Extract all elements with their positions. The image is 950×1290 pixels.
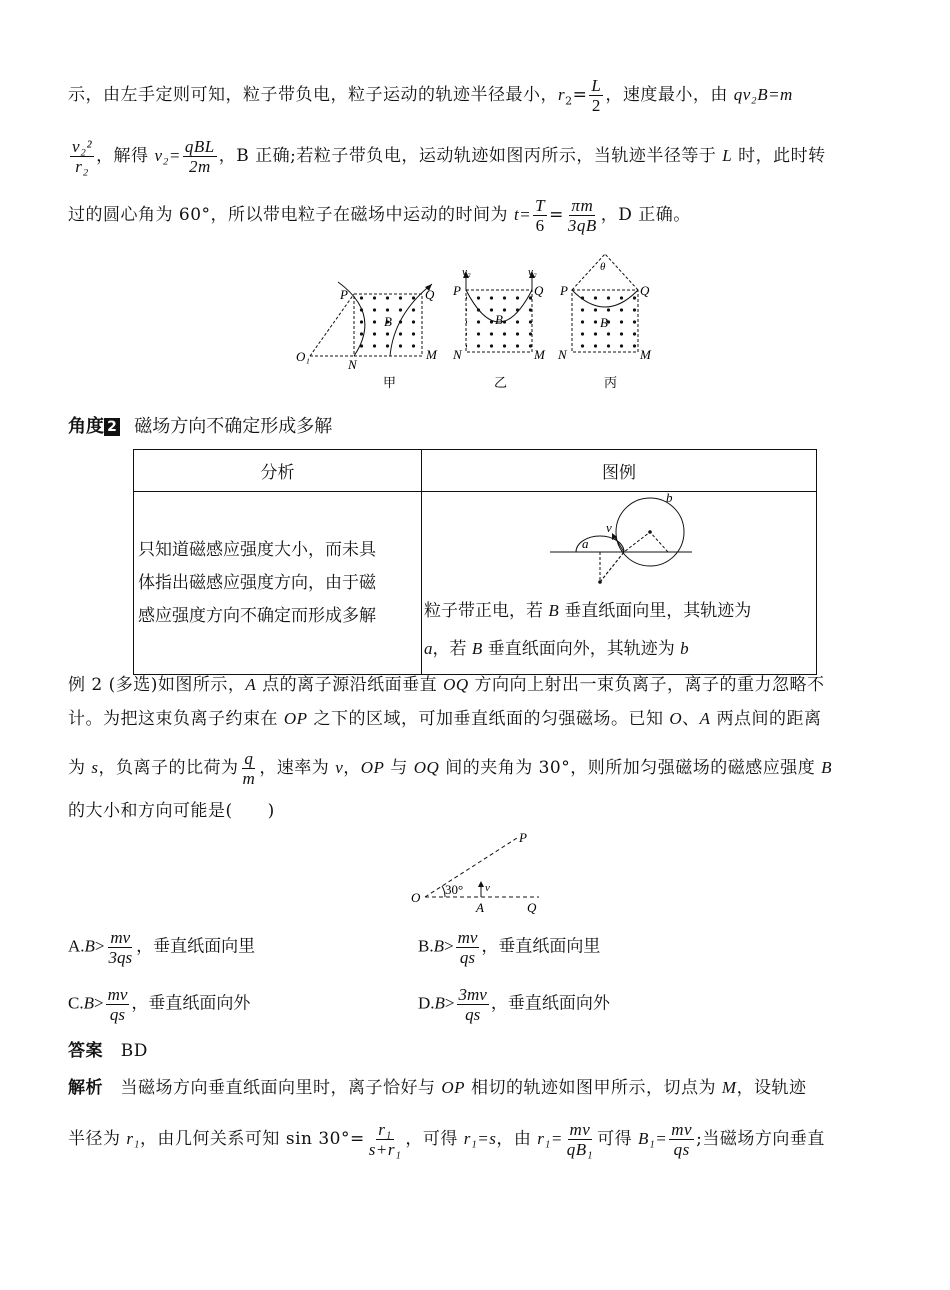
option-letter: C. <box>68 993 84 1013</box>
example-line-2 <box>68 704 883 734</box>
text: 计。为把这束负离子约束在 <box>68 709 284 729</box>
fraction <box>183 137 217 176</box>
text: 可得 <box>597 1129 638 1149</box>
heading-number-badge: 2 <box>104 418 120 436</box>
cell-figure <box>422 492 817 675</box>
label-P: P <box>340 287 348 302</box>
fraction <box>367 1120 404 1159</box>
example-line-4 <box>68 796 883 826</box>
math: b <box>680 639 689 658</box>
label-angle: 30° <box>445 882 464 897</box>
num: πm <box>571 196 594 215</box>
math: a <box>424 639 433 658</box>
math: > <box>444 993 455 1013</box>
den: 6 <box>535 216 545 235</box>
label-v2-right: v₂ <box>528 266 537 278</box>
label-P: P <box>519 830 527 845</box>
analysis-table <box>133 449 817 675</box>
math: M <box>721 1078 737 1097</box>
label-v: v <box>606 520 612 535</box>
heading-label: 角度 <box>68 416 104 437</box>
text: ;当磁场方向垂直 <box>696 1129 825 1149</box>
fraction <box>566 196 599 235</box>
den: 2m <box>188 157 211 176</box>
num: mv <box>457 928 478 947</box>
den: qs <box>459 948 476 967</box>
math: L <box>722 146 733 165</box>
caption-jia: 甲 <box>383 375 397 390</box>
math: B <box>84 936 95 956</box>
den: m <box>242 769 256 788</box>
option-letter: A. <box>68 936 85 956</box>
example-line-3 <box>68 749 883 788</box>
text: ，速率为 <box>259 758 336 778</box>
angle-diagram <box>405 826 555 916</box>
label-O1: O₁ <box>296 349 310 364</box>
solution-line-1 <box>68 76 883 116</box>
label-Q: Q <box>534 283 544 298</box>
label-M: M <box>534 347 545 362</box>
label-P: P <box>560 283 568 298</box>
text: 当磁场方向垂直纸面向里时，离子恰好与 <box>103 1078 442 1098</box>
math: > <box>94 936 105 956</box>
math: B <box>548 601 559 620</box>
analysis-line-1 <box>68 1073 883 1103</box>
math: B <box>433 936 444 956</box>
text: 之下的区域，可加垂直纸面的匀强磁场。已知 <box>307 709 670 729</box>
text: 半径为 <box>68 1129 127 1149</box>
math: qv₂B=m <box>733 85 793 104</box>
text: ， <box>343 758 361 778</box>
option-letter: B. <box>418 936 434 956</box>
figure-desc-line-1 <box>424 592 816 630</box>
option-a[interactable] <box>68 928 255 967</box>
label-a: a <box>582 536 589 551</box>
num: v₂² <box>72 137 93 156</box>
text: 过的圆心角为 60°，所以带电粒子在磁场中运动的时间为 <box>68 205 514 225</box>
fraction <box>106 985 130 1024</box>
num: mv <box>107 985 128 1004</box>
text: 为 <box>68 758 92 778</box>
text: 示，由左手定则可知，粒子带负电，粒子运动的轨迹半径最小， <box>68 85 558 105</box>
label-N: N <box>558 347 567 362</box>
math: r <box>558 85 566 104</box>
math: > <box>443 936 454 956</box>
label-Q: Q <box>425 287 435 302</box>
text: 两点间的距离 <box>710 709 822 729</box>
text: ，解得 <box>96 146 155 166</box>
fraction <box>457 985 489 1024</box>
math: v <box>335 758 344 777</box>
math: B <box>821 758 833 777</box>
math: OQ <box>443 675 469 694</box>
text: ，垂直纸面向里 <box>481 936 601 956</box>
label-M: M <box>426 347 437 362</box>
heading-title: 磁场方向不确定形成多解 <box>134 416 333 437</box>
num: T <box>535 196 546 215</box>
text: 的大小和方向可能是( ) <box>68 801 275 821</box>
fraction <box>70 137 94 176</box>
text: 、 <box>682 709 700 729</box>
analysis-line-2 <box>68 1120 883 1159</box>
text: 例 2 (多选)如图所示， <box>68 675 246 695</box>
fraction <box>533 196 547 235</box>
text: ，若 <box>432 639 472 659</box>
text: ，B 正确;若粒子带负电，运动轨迹如图丙所示，当轨迹半径等于 <box>218 146 723 166</box>
label-P: P <box>453 283 461 298</box>
diagram-bing <box>557 254 652 390</box>
cell-line: 体指出磁感应强度方向，由于磁 <box>138 572 376 593</box>
text: 点的离子源沿纸面垂直 <box>256 675 444 695</box>
label-N: N <box>348 357 357 372</box>
text: 方向向上射出一束负离子，离子的重力忽略不 <box>468 675 825 695</box>
figure-desc-line-2 <box>424 630 816 668</box>
label-B: B <box>495 312 503 327</box>
math: t= <box>513 205 532 224</box>
label-Q: Q <box>640 283 650 298</box>
math: = <box>549 205 564 225</box>
text: ，D 正确。 <box>600 205 691 225</box>
text: ，垂直纸面向外 <box>131 993 251 1013</box>
fraction <box>565 1120 595 1159</box>
text: 相切的轨迹如图甲所示，切点为 <box>465 1078 722 1098</box>
diagram-yi <box>452 266 546 390</box>
option-b[interactable] <box>418 928 600 967</box>
label-O: O <box>411 890 421 905</box>
den: s+r₁ <box>368 1140 402 1159</box>
num: mv <box>569 1120 591 1139</box>
cell-analysis <box>134 492 422 675</box>
label-Q: Q <box>527 900 537 915</box>
label-A: A <box>476 900 484 915</box>
solution-line-2 <box>68 137 883 176</box>
fraction <box>669 1120 694 1159</box>
label-b: b <box>666 492 673 505</box>
label-theta: θ <box>600 261 606 273</box>
answer-line <box>68 1036 883 1066</box>
math: OP <box>283 709 308 728</box>
den: 2 <box>591 96 601 115</box>
math: s <box>91 758 99 777</box>
field-diagrams-figure <box>290 244 670 394</box>
text: 垂直纸面向外，其轨迹为 <box>482 639 681 659</box>
text: ，速度最小，由 <box>605 85 734 105</box>
math: B₁= <box>638 1129 668 1148</box>
label-M: M <box>640 347 651 362</box>
label-B: B <box>600 315 608 330</box>
answer-value: BD <box>120 1041 148 1061</box>
text: ，由几何关系可知 sin 30°= <box>139 1129 365 1149</box>
den: qs <box>465 1005 481 1024</box>
caption-bing: 丙 <box>604 375 618 390</box>
analysis-label: 解析 <box>68 1078 103 1098</box>
label-N: N <box>453 347 462 362</box>
den: qB₁ <box>566 1140 594 1159</box>
label-v2-left: v₂ <box>462 266 471 278</box>
option-c[interactable] <box>68 985 250 1024</box>
math: r₁ <box>126 1129 140 1148</box>
trajectory-diagram <box>550 492 710 592</box>
option-letter: D. <box>418 993 435 1013</box>
math: = <box>572 85 588 105</box>
answer-label: 答案 <box>68 1041 103 1061</box>
option-d[interactable] <box>418 985 610 1024</box>
math: OQ <box>413 758 440 777</box>
math: B <box>83 993 94 1013</box>
fraction <box>589 76 603 115</box>
math: B <box>434 993 445 1013</box>
math: B <box>471 639 483 658</box>
math: A <box>699 709 711 728</box>
header-analysis: 分析 <box>134 450 422 492</box>
num: qBL <box>184 137 215 156</box>
fraction <box>107 928 135 967</box>
sub: 2 <box>565 94 573 108</box>
math: O <box>669 709 683 728</box>
example-line-1 <box>68 670 883 700</box>
text: 间的夹角为 30°，则所加匀强磁场的磁感应强度 <box>439 758 822 778</box>
math: v₂= <box>154 146 181 165</box>
cell-line: 感应强度方向不确定而形成多解 <box>138 605 376 626</box>
math: r₁=s <box>463 1129 497 1148</box>
text: ，可得 <box>405 1129 464 1149</box>
text: 粒子带正电，若 <box>424 601 549 621</box>
den: r₂ <box>75 157 89 176</box>
diagram-jia <box>296 282 438 390</box>
num: r₁ <box>378 1120 392 1139</box>
text: 垂直纸面向里，其轨迹为 <box>558 601 752 621</box>
num: mv <box>110 928 131 947</box>
text: ，设轨迹 <box>736 1078 807 1098</box>
math: OP <box>360 758 385 777</box>
math: r₁= <box>537 1129 563 1148</box>
header-figure: 图例 <box>422 450 817 492</box>
text: ，负离子的比荷为 <box>98 758 239 778</box>
num: mv <box>671 1120 693 1139</box>
num: L <box>591 76 602 95</box>
num: q <box>244 749 254 768</box>
text: 时，此时转 <box>732 146 826 166</box>
fraction <box>456 928 480 967</box>
fraction <box>241 749 258 788</box>
den: 3qB <box>567 216 597 235</box>
num: 3mv <box>458 985 487 1004</box>
den: qs <box>109 1005 126 1024</box>
label-B: B <box>384 314 392 329</box>
math: A <box>245 675 257 694</box>
math: > <box>93 993 104 1013</box>
caption-yi: 乙 <box>494 375 508 390</box>
text: 与 <box>384 758 414 778</box>
text: ，由 <box>496 1129 538 1149</box>
math: OP <box>441 1078 466 1097</box>
text: ，垂直纸面向外 <box>490 993 610 1013</box>
den: 3qs <box>108 948 133 967</box>
cell-line: 只知道磁感应强度大小，而未具 <box>138 539 376 560</box>
section-heading <box>68 412 332 438</box>
text: ，垂直纸面向里 <box>136 936 256 956</box>
solution-line-3 <box>68 196 883 235</box>
label-v: v <box>485 882 490 894</box>
den: qs <box>673 1140 690 1159</box>
